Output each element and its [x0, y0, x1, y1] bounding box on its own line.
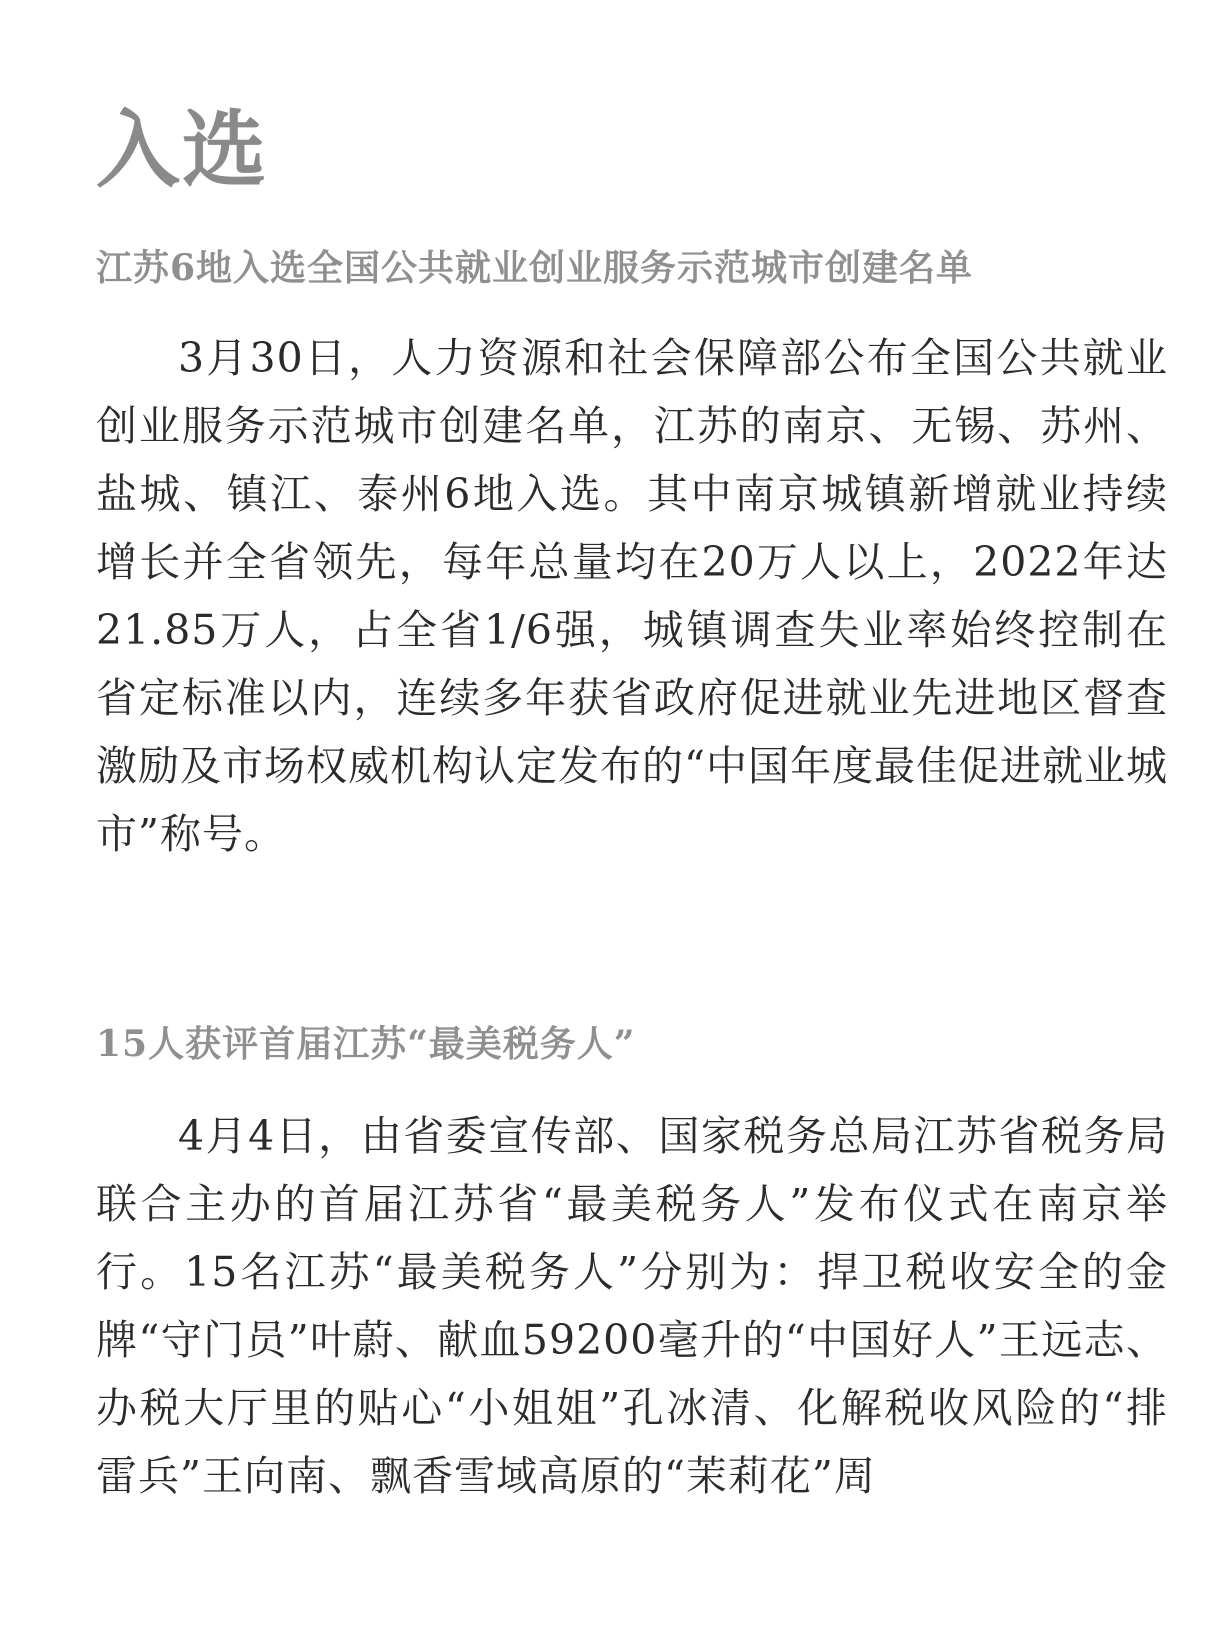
article-body: 3月30日，人力资源和社会保障部公布全国公共就业创业服务示范城市创建名单，江苏的南京、无锡、苏州、盐城、镇江、泰州6地入选。其中南京城镇新增就业持续增长并全省领先，每年总量均在20万人以上，2022年达21.85万人，占全省1/6强，城镇调查失业率始终控制在省定标准以内，连续多年获省政府促进就业先进地区督查激励及市场权威机构认定发布的“中国年度最佳促进就业城市”称号。: [96, 334, 1168, 858]
article-headline: 江苏6地入选全国公共就业创业服务示范城市创建名单: [96, 247, 974, 289]
article-headline: 15人获评首届江苏“最美税务人”: [96, 1023, 636, 1065]
article-body: 4月4日，由省委宣传部、国家税务总局江苏省税务局联合主办的首届江苏省“最美税务人”发布仪式在南京举行。15名江苏“最美税务人”分别为：捍卫税收安全的金牌“守门员”叶蔚、献血59200毫升的“中国好人”王远志、办税大厅里的贴心“小姐姐”孔冰清、化解税收风险的“排雷兵”王向南、飘香雪域高原的“茉莉花”周: [96, 1112, 1168, 1500]
article-employment-cities: [96, 240, 1168, 868]
article-tax-workers: [96, 1016, 1168, 1510]
section-title: 入选: [96, 101, 269, 199]
